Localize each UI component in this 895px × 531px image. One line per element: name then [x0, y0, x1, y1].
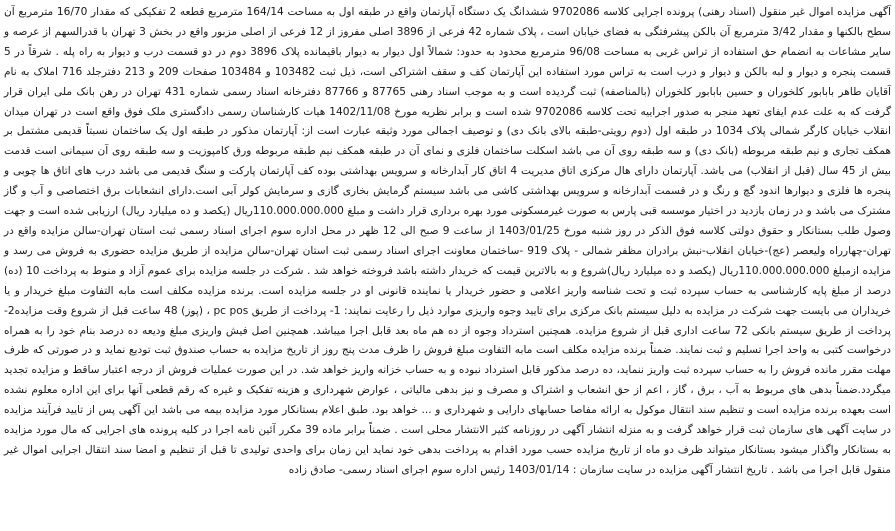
auction-notice-text: آگهی مزایده اموال غیر منقول (اسناد رهنی) پرونده اجرایی کلاسه 9702086 ششدانگ یک دستگاه آپارتمان واقع در طبقه اول به مساحت 164/14 مترمربع قطعه 2 تفکیکی که مقدار 16/70 مترمربع آن سطح بالکنها و مقدار 3/42 مترمربع آن بالکن پیشرفتگی به فضای خیابان است ، پلاک شماره 42 فرعی از 3896 اصلی مفروز از 12 فرعی از اصلی مزبور واقع در بخش 3 تهران با قدرالسهم از عرصه و سایر مشاعات به انضمام حق استفاده از تراس غربی به مساحت 96/08 مترمربع محدود به حدود: شمالاً اول دیوار به دیوار باقیمانده پلاک 3896 دوم در دو قسمت درب و دیوار به راه پله . شرقاً در 5 قسمت پنجره و دیوار و لبه بالکن و دیوار و درب است به تراس مورد استفاده این آپارتمان کف و سقف اشتراکی است، ذیل ثبت 103482 و 103484 صفحات 209 و 213 دفترجلد 716 املاک به نام آقایان طاهر بابابور کلخوران و حسین بابابور کلخوران (بالمناصفه) ثبت گردیده است و به موجب اسناد رهنی 87765 و 87766 دفترخانه اسناد رسمی شماره 431 تهران در رهن بانک ملی ایران قرار گرفت که به علت عدم ایفای تعهد منجر به صدور اجراییه تحت کلاسه 9702086 شده است و برابر نظریه مورخ 1402/11/08 هیات کارشناسان رسمی دادگستری ملک فوق واقع است در تهران میدان انقلاب خیابان کارگر شمالی پلاک 1034 در طبقه اول (دوم رویتی-طبقه بالای بانک دی) و توصیف اجمالی مورد وثیقه عبارت است از: آپارتمان مذکور در طبقه اول یک ساختمان نسبتاً قدیمی مشتمل بر همکف تجاری و نیم طبقه مربوطه (بانک دی) و سه طبقه روی آن می باشد اسکلت ساختمان فلزی و نمای آن در طبقه همکف نیم طبقه مربوطه ورق کامپوزیت و سه طبقه روی آن سیمانی است قدمت بیش از 45 سال (قبل از انقلاب) می باشد. آپارتمان دارای هال مرکزی اتاق مدیریت 4 اتاق کار آبدارخانه و سرویس بهداشتی بوده کف آپارتمان پارکت و سنگ قدیمی می باشد درب های اتاق ها چوبی و پنجره ها فلزی و دیوارها اندود گچ و رنگ و در قسمت آبدارخانه و سرویس بهداشتی کاشی می باشد سیستم گرمایش بخاری گازی و سرمایش کولر آبی است.دارای انشعابات برق اختصاصی و آب و گاز مشترک می باشد و در زمان بازدید در اختیار موسسه قبی پارس به صورت غیرمسکونی مورد بهره برداری قرار داشت و مبلغ 110.000.000.000ریال (یکصد و ده میلیارد ریال) ارزیابی شده است و جهت وصول طلب بستانکار و حقوق دولتی کلاسه فوق الذکر در روز شنبه مورخ 1403/01/25 از ساعت 9 صبح الی 12 ظهر در محل اداره سوم اجرای اسناد رسمی ثبت استان تهران-سالن مزایده واقع در تهران-چهارراه ولیعصر (عج)-خیابان انقلاب-نبش برادران مظفر شمالی - پلاک 919 -ساختمان معاونت اجرای اسناد رسمی ثبت استان تهران-سالن مزایده از طریق مزایده حضوری به فروش می رسد و مزایده ازمبلغ 110.000.000.000ریال (یکصد و ده میلیارد ریال)شروع و به بالاترین قیمت که خریدار داشته باشد فروخته خواهد شد . شرکت در جلسه مزایده برای عموم آزاد و منوط به پرداخت 10 (ده) درصد از مبلغ پایه کارشناسی به حساب سپرده ثبت و تحت شناسه واریز اعلامی و حضور خریدار یا نماینده قانونی او در جلسه مزایده است. برنده مزایده مکلف است مابه التفاوت مبلغ خریدار و یا خریداران می بایست جهت شرکت در مزایده به دلیل سیستم بانک مرکزی برای تایید وجوه واریزی موارد ذیل را رعایت نمایند: 1- پرداخت از طریق pc pos ، (پوز) 48 ساعت قبل از شروع وقت مزایده2- پرداخت از طریق سیستم بانکی 72 ساعت اداری قبل از شروع مزایده. همچنین استرداد وجوه از ده هم ماه بعد قابل اجرا میباشد. همچنین اصل فیش واریزی مبلغ ودیعه ده درصد بنام خود را به همراه درخواست کتبی به واحد اجرا تسلیم و ثبت نمایند. ضمناً برنده مزایده مکلف است مابه التفاوت مبلغ فروش را ظرف مدت پنج روز از تاریخ مزایده به حساب صندوق ثبت تودیع نماید و در صورتی که ظرف مهلت مقرر مانده فروش را به حساب سپرده ثبت واریز ننماید، ده درصد مذکور قابل استرداد نبوده و به حساب خزانه واریز خواهد شد. در این صورت عملیات فروش از درجه اعتبار ساقط و مزایده تجدید میگردد.ضمناً بدهی های مربوط به آب ، برق ، گاز ، اعم از حق انشعاب و اشتراک و مصرف و نیز بدهی مالیاتی ، عوارض شهرداری و هزینه تفکیک و غیره که رقم قطعی آنها برای این اداره معلوم نشده است بعهده برنده مزایده است و تنظیم سند انتقال موکول به ارائه مفاصا حسابهای دارایی و شهرداری و ... خواهد بود. طبق اعلام بستانکار مورد مزایده بیمه می باشد این آگهی پس از تایید فرآیند مزایده در سایت آگهی های سازمان ثبت قرار خواهد گرفت و به منزله انتشار آگهی در روزنامه کثیر الانتشار محلی است . ضمناً برابر ماده 39 مکرر آئین نامه اجرا در کلیه پرونده های اجرایی که مال مورد مزایده به بستانکار واگذار میشود بستانکار میتواند ظرف دو ماه از تاریخ مزایده حسب مورد اقدام به پرداخت بدهی خود نماید این زمان برای واحدی تولیدی تا قبل از تنظیم و امضا سند انتقال اجرایی اموال غیر منقول قابل اجرا می باشد . تاریخ انتشار آگهی مزایده در سایت سازمان : 1403/01/14 رئیس اداره سوم اجرای اسناد رسمی- صادق زاده [4, 6, 892, 476]
